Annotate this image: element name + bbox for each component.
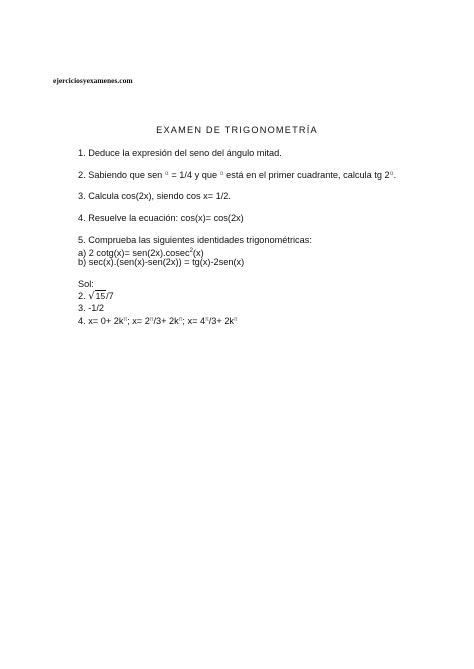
s4-text-d: ; x= 4 bbox=[182, 316, 206, 326]
q2-text-c: está en el primer cuadrante, calcula tg 2 bbox=[223, 170, 390, 180]
solution-3: 3. -1/2 bbox=[78, 303, 105, 313]
radicand: 15 bbox=[95, 291, 106, 301]
pi-symbol: π bbox=[205, 316, 209, 323]
solution-2 bbox=[78, 291, 114, 302]
question-2 bbox=[78, 168, 396, 181]
question-4: 4. Resuelve la ecuación: cos(x)= cos(2x) bbox=[78, 213, 244, 223]
question-1: 1. Deduce la expresión del seno del ángulo mitad. bbox=[78, 148, 282, 158]
solution-4 bbox=[78, 314, 238, 327]
solutions-label: Sol: bbox=[78, 279, 94, 289]
s4-text-c: /3+ 2k bbox=[153, 316, 179, 326]
question-3: 3. Calcula cos(2x), siendo cos x= 1/2. bbox=[78, 191, 231, 201]
question-5b: b) sec(x).(sen(x)-sen(2x)) = tg(x)-2sen(x) bbox=[78, 257, 245, 267]
square-root bbox=[88, 291, 106, 302]
alpha-symbol: α bbox=[219, 170, 224, 177]
radical-sign-icon: √ bbox=[88, 291, 95, 302]
question-5: 5. Comprueba las siguientes identidades trigonométricas: bbox=[78, 235, 312, 245]
q5a-text-end: (x) bbox=[192, 248, 204, 258]
q5a-exponent: 2 bbox=[189, 248, 193, 254]
pi-symbol: π bbox=[149, 316, 154, 323]
s4-text-e: /3+ 2k bbox=[208, 316, 235, 326]
pi-symbol: π bbox=[123, 316, 128, 323]
pi-symbol: π bbox=[234, 316, 238, 323]
q2-text-b: = 1/4 y que bbox=[168, 170, 220, 180]
s4-text-a: 4. x= 0+ 2k bbox=[78, 316, 124, 326]
s4-text-b: ; x= 2 bbox=[127, 316, 150, 326]
s2-suffix: /7 bbox=[106, 291, 114, 301]
q5a-text: a) 2 cotg(x)= sen(2x).cosec bbox=[78, 248, 190, 258]
s2-prefix: 2. bbox=[78, 291, 89, 301]
exam-title: EXAMEN DE TRIGONOMETRÍA bbox=[156, 125, 318, 135]
site-header: ejerciciosyexamenes.com bbox=[53, 76, 133, 85]
q2-text-d: . bbox=[393, 170, 397, 180]
alpha-symbol: α bbox=[389, 170, 394, 177]
q2-text-a: 2. Sabiendo que sen bbox=[78, 170, 165, 180]
pi-symbol: π bbox=[178, 316, 183, 323]
alpha-symbol: α bbox=[164, 170, 169, 177]
